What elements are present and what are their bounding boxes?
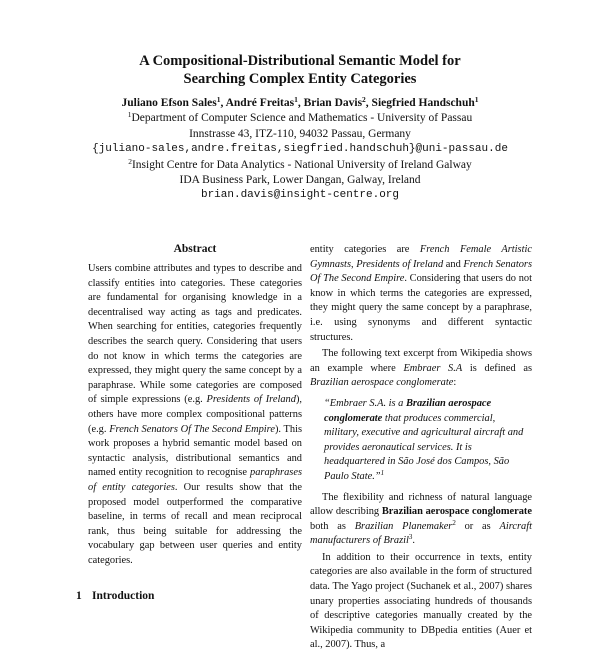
author-separator: ,: [297, 97, 304, 109]
title-line-1: A Compositional-Distributional Semantic Model for: [139, 53, 461, 69]
paragraph: [310, 491, 532, 549]
text-run: and: [443, 258, 464, 270]
section-title: Introduction: [92, 590, 155, 602]
footnote-mark: 2: [452, 518, 456, 527]
affiliation-1-email: {juliano-sales,andre.freitas,siegfried.handschuh}@uni-passau.de: [92, 143, 508, 156]
section-number: 1: [76, 590, 82, 602]
author-separator: ,: [365, 97, 372, 109]
affiliation-1-dept: Department of Computer Science and Mathematics - University of Passau: [131, 112, 473, 125]
affiliation-mark: 1: [474, 95, 479, 104]
affiliation-mark: 2: [128, 156, 132, 166]
section-heading-introduction: [76, 590, 154, 602]
abstract-run: Users combine attributes and types to describe and classify entities into categories. These categories are fundamental for organising knowledge in a decentralised way acting as tags and predicates. When searching for entities, categories frequently describes the search query. Considering that users do not know in which terms the categories are expressed, they might query the same concept by a paraphrase. While some categories are composed of simple expressions (e.g.: [88, 263, 302, 406]
italic-run: Presidents of Ireland: [356, 258, 444, 270]
text-run: The flexibility and richness of natural language allow describing: [310, 491, 532, 518]
italic-run: Brazilian Planemaker: [354, 520, 453, 532]
abstract-run: ). This work proposes a hybrid semantic model based on syntactic analysis, distributional semantics and named entity recognition to recognise: [88, 423, 302, 479]
abstract-italic-run: Presidents of Ireland: [206, 394, 296, 406]
italic-run: Brazilian aerospace conglomerate: [310, 377, 454, 389]
italic-run: French Senators Of The Second Empire: [310, 258, 532, 285]
author-name: Siegfried Handschuh: [371, 97, 475, 109]
author-separator: ,: [220, 97, 226, 109]
footnote-mark: 1: [380, 468, 385, 477]
author-name: André Freitas: [225, 97, 295, 109]
paragraph: [310, 243, 532, 345]
affiliation-2-address: IDA Business Park, Lower Dangan, Galway, Ireland: [179, 174, 421, 187]
affiliation-2: [0, 158, 600, 173]
abstract-run: ), others have more complex compositional patterns (e.g.: [88, 394, 302, 435]
abstract-italic-run: French Senators Of The Second Empire: [109, 423, 275, 435]
footnote-mark: 3: [408, 533, 413, 542]
affiliation-1-address: Innstrasse 43, ITZ-110, 94032 Passau, Germany: [189, 127, 411, 140]
paragraph: [310, 347, 532, 391]
quote-run: “Embraer S.A. is a: [324, 397, 406, 409]
abstract-run: . Our results show that the proposed model outperformed the comparative baseline, in terms of recall and mean reciprocal rank, thus being suitable for addressing the vocabulary gap between user queries and entity categories.: [88, 481, 302, 566]
quote-run: that produces commercial, military, executive and agricultural aircraft and provides aeronautical services. It is headquartered in São José dos Campos, São Paulo State.”: [324, 412, 524, 482]
abstract-italic-run: paraphrases of entity categories: [88, 467, 302, 493]
text-run: . Considering that users do not know in which terms the categories are expressed, they might query the same concept by a paraphrase, i.e. using synonyms and different syntactic structures.: [310, 273, 532, 343]
block-quote: [324, 397, 524, 485]
author-block: [0, 96, 600, 204]
affiliation-mark: 2: [362, 95, 366, 104]
italic-run: Aircraft manufacturers of Brazil: [310, 520, 533, 547]
bold-run: Brazilian aerospace conglomerate: [381, 506, 533, 518]
text-run: .: [412, 535, 416, 547]
text-run: ,: [350, 258, 357, 270]
right-column: [310, 243, 532, 653]
text-run: is defined as: [462, 362, 532, 374]
paper-title: [0, 52, 600, 88]
affiliation-mark: 1: [294, 95, 298, 104]
text-run: entity categories are: [310, 244, 420, 255]
text-run: both as: [310, 520, 355, 532]
quote-bold-run: Brazilian aerospace conglomerate: [324, 397, 492, 424]
affiliation-mark: 1: [127, 110, 132, 120]
author-list: [0, 96, 600, 111]
paragraph: In addition to their occurrence in texts, entity categories are also available in the form of structured data. The Yago project (Suchanek et al., 2007) shares unary properties associating hundreds of thousands of descriptive categories manually created by the Wikipedia community to DBpedia entities (Auer et al., 2007). Thus, a: [310, 551, 532, 651]
affiliation-mark: 1: [216, 95, 221, 104]
italic-run: Embraer S.A: [403, 362, 463, 374]
author-name: Juliano Efson Sales: [121, 97, 217, 109]
author-name: Brian Davis: [303, 97, 363, 109]
title-line-2: Searching Complex Entity Categories: [183, 71, 417, 87]
affiliation-2-email: brian.davis@insight-centre.org: [200, 189, 400, 202]
text-run: or as: [455, 520, 500, 532]
text-run: :: [453, 377, 457, 389]
text-run: The following text excerpt from Wikipedia shows an example where: [310, 348, 532, 374]
affiliation-1: [0, 111, 600, 126]
abstract-text: [88, 262, 302, 568]
affiliation-2-org: Insight Centre for Data Analytics - National University of Ireland Galway: [131, 158, 472, 171]
italic-run: French Female Artistic Gymnasts: [310, 244, 532, 270]
abstract-heading: Abstract: [173, 243, 217, 255]
